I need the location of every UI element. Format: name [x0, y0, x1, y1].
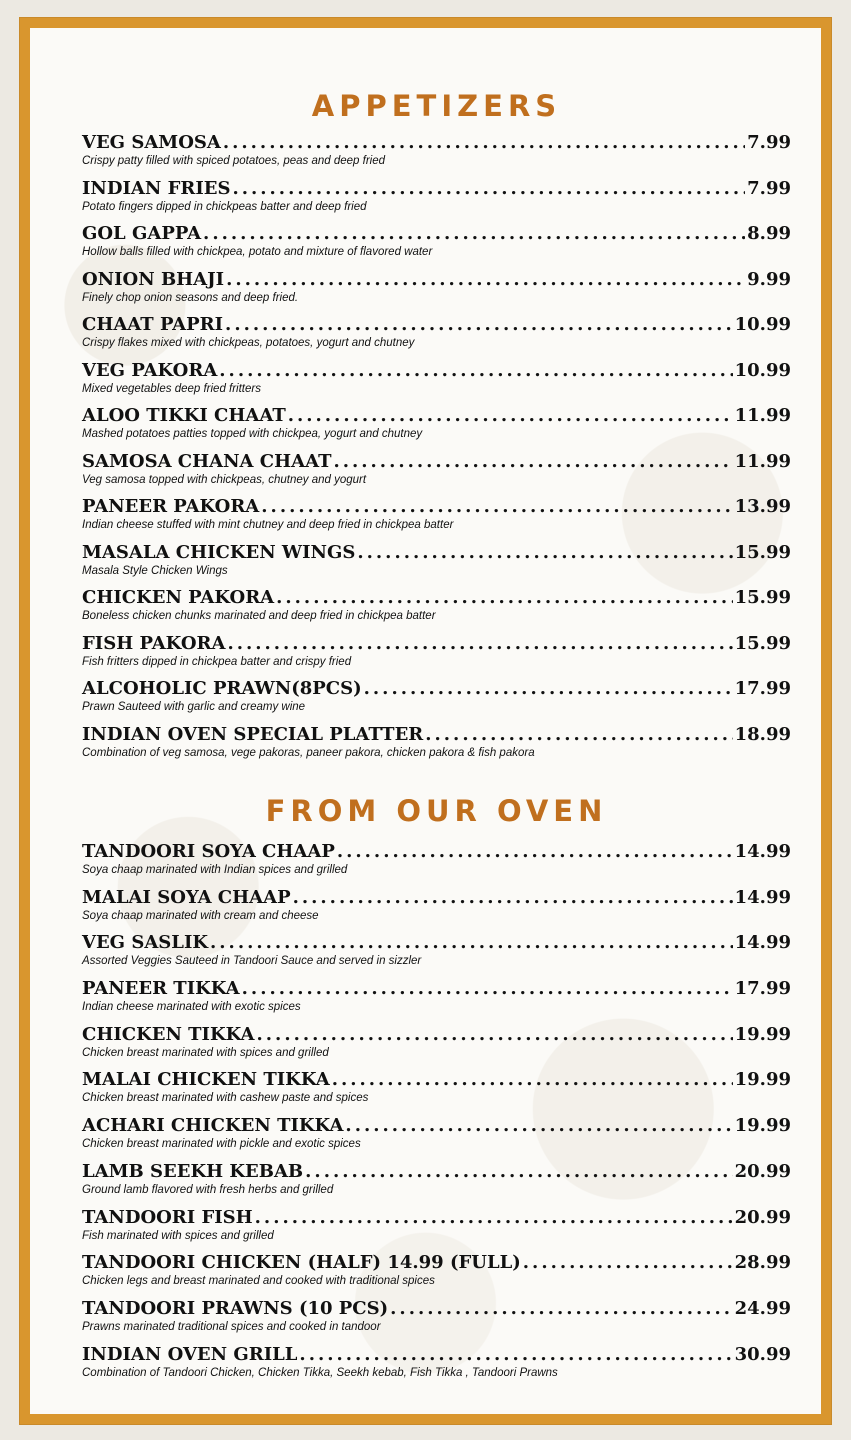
appetizers-heading: APPETIZERS — [311, 89, 562, 123]
menu-item — [82, 1252, 791, 1298]
dot-leader — [232, 178, 745, 200]
menu-item-name: LAMB SEEKH KEBAB — [82, 1160, 304, 1182]
menu-item-row — [82, 678, 791, 700]
menu-item-name: CHICKEN TIKKA — [82, 1023, 255, 1045]
menu-page — [20, 18, 831, 1424]
menu-item-price: 19.99 — [734, 1115, 791, 1137]
menu-item-row — [82, 978, 791, 1000]
menu-item-description: Potato fingers dipped in chickpeas batter and deep fried — [82, 200, 367, 213]
dot-leader — [242, 978, 733, 1000]
menu-item-name: VEG SAMOSA — [82, 132, 221, 153]
dot-leader — [227, 633, 732, 655]
dot-leader — [523, 1252, 733, 1274]
menu-item — [82, 1161, 791, 1207]
menu-item-price: 10.99 — [734, 314, 791, 335]
menu-item-name: GOL GAPPA — [82, 223, 202, 244]
menu-item-price: 7.99 — [747, 132, 791, 153]
menu-item-price: 14.99 — [734, 841, 791, 862]
menu-item-description: Chicken breast marinated with pickle and exotic spices — [82, 1138, 361, 1151]
menu-item-price: 14.99 — [734, 932, 791, 954]
menu-item — [82, 587, 791, 633]
menu-item-name: TANDOORI CHICKEN (HALF) 14.99 (FULL) — [82, 1252, 521, 1274]
menu-item-row — [82, 1207, 791, 1229]
menu-item — [82, 178, 791, 224]
menu-item-price: 20.99 — [734, 1160, 791, 1182]
menu-item-name: TANDOORI PRAWNS (10 PCS) — [82, 1297, 389, 1319]
dot-leader — [332, 1069, 733, 1091]
menu-item-name: PANEER TIKKA — [82, 978, 240, 1000]
menu-item-description: Chicken breast marinated with cashew paste and spices — [82, 1092, 369, 1105]
menu-item-row — [82, 178, 791, 200]
dot-leader — [203, 223, 745, 245]
menu-item — [82, 978, 791, 1024]
menu-item-description: Soya chaap marinated with cream and cheese — [82, 909, 319, 922]
menu-item-row — [82, 724, 791, 746]
menu-item-name: ALCOHOLIC PRAWN(8PCS) — [82, 678, 362, 699]
menu-item-row — [82, 1115, 791, 1137]
menu-item-price: 17.99 — [734, 978, 791, 1000]
menu-item — [82, 542, 791, 588]
menu-item-price: 19.99 — [734, 1023, 791, 1045]
menu-item-row — [82, 496, 791, 518]
menu-item-row — [82, 587, 791, 609]
menu-item-name: FISH PAKORA — [82, 632, 226, 654]
menu-item-description: Finely chop onion seasons and deep fried. — [82, 291, 299, 304]
menu-item — [82, 1298, 791, 1344]
menu-item-name: MALAI CHICKEN TIKKA — [82, 1069, 330, 1091]
menu-item — [82, 405, 791, 451]
dot-leader — [333, 451, 732, 473]
menu-item-name: ONION BHAJI — [82, 268, 225, 290]
dot-leader — [390, 1298, 732, 1320]
menu-item-description: Ground lamb flavored with fresh herbs and grilled — [82, 1183, 334, 1196]
menu-item — [82, 1024, 791, 1070]
menu-item-name: INDIAN FRIES — [82, 177, 231, 199]
menu-item-name: MALAI SOYA CHAAP — [82, 886, 291, 908]
menu-item — [82, 887, 791, 933]
dot-leader — [219, 360, 732, 382]
dot-leader — [261, 496, 732, 518]
menu-item-description: Mixed vegetables deep fried fritters — [82, 382, 261, 395]
menu-item-name: ALOO TIKKI CHAAT — [82, 405, 286, 426]
menu-item — [82, 678, 791, 724]
menu-item-row — [82, 633, 791, 655]
menu-item-name: INDIAN OVEN SPECIAL PLATTER — [82, 723, 424, 745]
dot-leader — [293, 887, 733, 909]
dot-leader — [225, 314, 733, 336]
menu-item — [82, 1207, 791, 1253]
menu-item-name: VEG SASLIK — [82, 932, 209, 954]
menu-item-description: Chicken legs and breast marinated and cooked with traditional spices — [82, 1275, 435, 1288]
menu-item-name: MASALA CHICKEN WINGS — [82, 541, 356, 563]
menu-item-price: 30.99 — [734, 1343, 791, 1365]
menu-item — [82, 1344, 791, 1390]
menu-item — [82, 269, 791, 315]
menu-item-price: 13.99 — [734, 496, 791, 517]
menu-item-price: 20.99 — [734, 1206, 791, 1228]
menu-item-price: 19.99 — [734, 1069, 791, 1091]
menu-item — [82, 132, 791, 178]
menu-item-description: Combination of veg samosa, vege pakoras, paneer pakora, chicken pakora & fish pakora — [82, 746, 535, 759]
menu-item-row — [82, 1252, 791, 1274]
from-our-oven-heading: FROM OUR OVEN — [265, 794, 608, 828]
menu-item — [82, 932, 791, 978]
menu-item-row — [82, 841, 791, 863]
dot-leader — [276, 587, 733, 609]
menu-item-price: 7.99 — [747, 177, 791, 199]
menu-item — [82, 496, 791, 542]
menu-item-row — [82, 1069, 791, 1091]
menu-item-price: 15.99 — [734, 632, 791, 654]
menu-item — [82, 724, 791, 770]
menu-item-price: 28.99 — [734, 1252, 791, 1274]
menu-item-description: Boneless chicken chunks marinated and deep fried in chickpea batter — [82, 610, 436, 622]
dot-leader — [223, 132, 745, 154]
menu-item-row — [82, 1298, 791, 1320]
menu-item-description: Prawn Sauteed with garlic and creamy wine — [82, 701, 306, 713]
menu-item-name: ACHARI CHICKEN TIKKA — [82, 1115, 344, 1137]
appetizers-section — [82, 132, 791, 769]
menu-item-description: Masala Style Chicken Wings — [82, 564, 228, 577]
menu-item-row — [82, 1024, 791, 1046]
dot-leader — [226, 269, 745, 291]
menu-item-description: Indian cheese stuffed with mint chutney and deep fried in chickpea batter — [82, 519, 454, 531]
menu-item-row — [82, 451, 791, 473]
menu-item — [82, 451, 791, 497]
menu-item-description: Chicken breast marinated with spices and grilled — [82, 1046, 329, 1059]
menu-item-row — [82, 542, 791, 564]
menu-item-row — [82, 1161, 791, 1183]
menu-content — [30, 28, 821, 1414]
menu-item-price: 15.99 — [734, 541, 791, 563]
menu-item-price: 18.99 — [734, 723, 791, 745]
dot-leader — [364, 678, 733, 700]
menu-item-description: Crispy patty filled with spiced potatoes, peas and deep fried — [82, 155, 386, 167]
menu-item-description: Combination of Tandoori Chicken, Chicken Tikka, Seekh kebab, Fish Tikka , Tandoori Prawns — [82, 1366, 558, 1379]
menu-item-row — [82, 269, 791, 291]
dot-leader — [299, 1344, 732, 1366]
menu-item-row — [82, 932, 791, 954]
menu-item-row — [82, 132, 791, 154]
menu-item-row — [82, 223, 791, 245]
dot-leader — [357, 542, 732, 564]
menu-item-name: CHICKEN PAKORA — [82, 587, 275, 608]
menu-item-price: 9.99 — [747, 268, 791, 290]
dot-leader — [305, 1161, 732, 1183]
menu-item — [82, 1115, 791, 1161]
menu-item-name: VEG PAKORA — [82, 359, 218, 381]
menu-item-price: 11.99 — [734, 405, 791, 426]
menu-item-name: CHAAT PAPRI — [82, 314, 224, 335]
dot-leader — [345, 1115, 732, 1137]
from-our-oven-section — [82, 841, 791, 1389]
menu-item — [82, 360, 791, 406]
menu-item-row — [82, 887, 791, 909]
menu-item-description: Mashed potatoes patties topped with chickpea, yogurt and chutney — [82, 428, 423, 440]
menu-item-price: 17.99 — [734, 678, 791, 699]
menu-item — [82, 223, 791, 269]
dot-leader — [425, 724, 732, 746]
menu-item-row — [82, 405, 791, 427]
menu-item-description: Fish marinated with spices and grilled — [82, 1229, 274, 1242]
menu-item — [82, 841, 791, 887]
menu-item-name: TANDOORI SOYA CHAAP — [82, 841, 335, 862]
dot-leader — [337, 841, 733, 863]
menu-item-description: Crispy flakes mixed with chickpeas, potatoes, yogurt and chutney — [82, 337, 415, 349]
menu-item-name: PANEER PAKORA — [82, 496, 260, 517]
menu-item-price: 14.99 — [734, 886, 791, 908]
menu-item-price: 15.99 — [734, 587, 791, 608]
menu-item-price: 8.99 — [747, 223, 791, 244]
menu-item-price: 10.99 — [734, 359, 791, 381]
menu-item-name: INDIAN OVEN GRILL — [82, 1343, 298, 1365]
menu-item-row — [82, 360, 791, 382]
menu-item-row — [82, 314, 791, 336]
menu-item — [82, 1069, 791, 1115]
menu-item-name: SAMOSA CHANA CHAAT — [82, 450, 332, 472]
menu-item-name: TANDOORI FISH — [82, 1206, 253, 1228]
menu-item-description: Fish fritters dipped in chickpea batter and crispy fried — [82, 655, 352, 668]
dot-leader — [255, 1207, 733, 1229]
menu-item-description: Prawns marinated traditional spices and cooked in tandoor — [82, 1320, 381, 1333]
menu-item-description: Hollow balls filled with chickpea, potato and mixture of flavored water — [82, 246, 433, 258]
menu-item-description: Veg samosa topped with chickpeas, chutney and yogurt — [82, 473, 367, 486]
dot-leader — [257, 1024, 733, 1046]
menu-item-price: 24.99 — [734, 1297, 791, 1319]
menu-item — [82, 633, 791, 679]
menu-item — [82, 314, 791, 360]
dot-leader — [288, 405, 733, 427]
menu-item-description: Indian cheese marinated with exotic spices — [82, 1001, 301, 1014]
menu-item-description: Soya chaap marinated with Indian spices and grilled — [82, 864, 348, 876]
dot-leader — [210, 932, 733, 954]
menu-item-row — [82, 1344, 791, 1366]
menu-item-description: Assorted Veggies Sauteed in Tandoori Sauce and served in sizzler — [82, 955, 422, 968]
menu-item-price: 11.99 — [734, 450, 791, 472]
